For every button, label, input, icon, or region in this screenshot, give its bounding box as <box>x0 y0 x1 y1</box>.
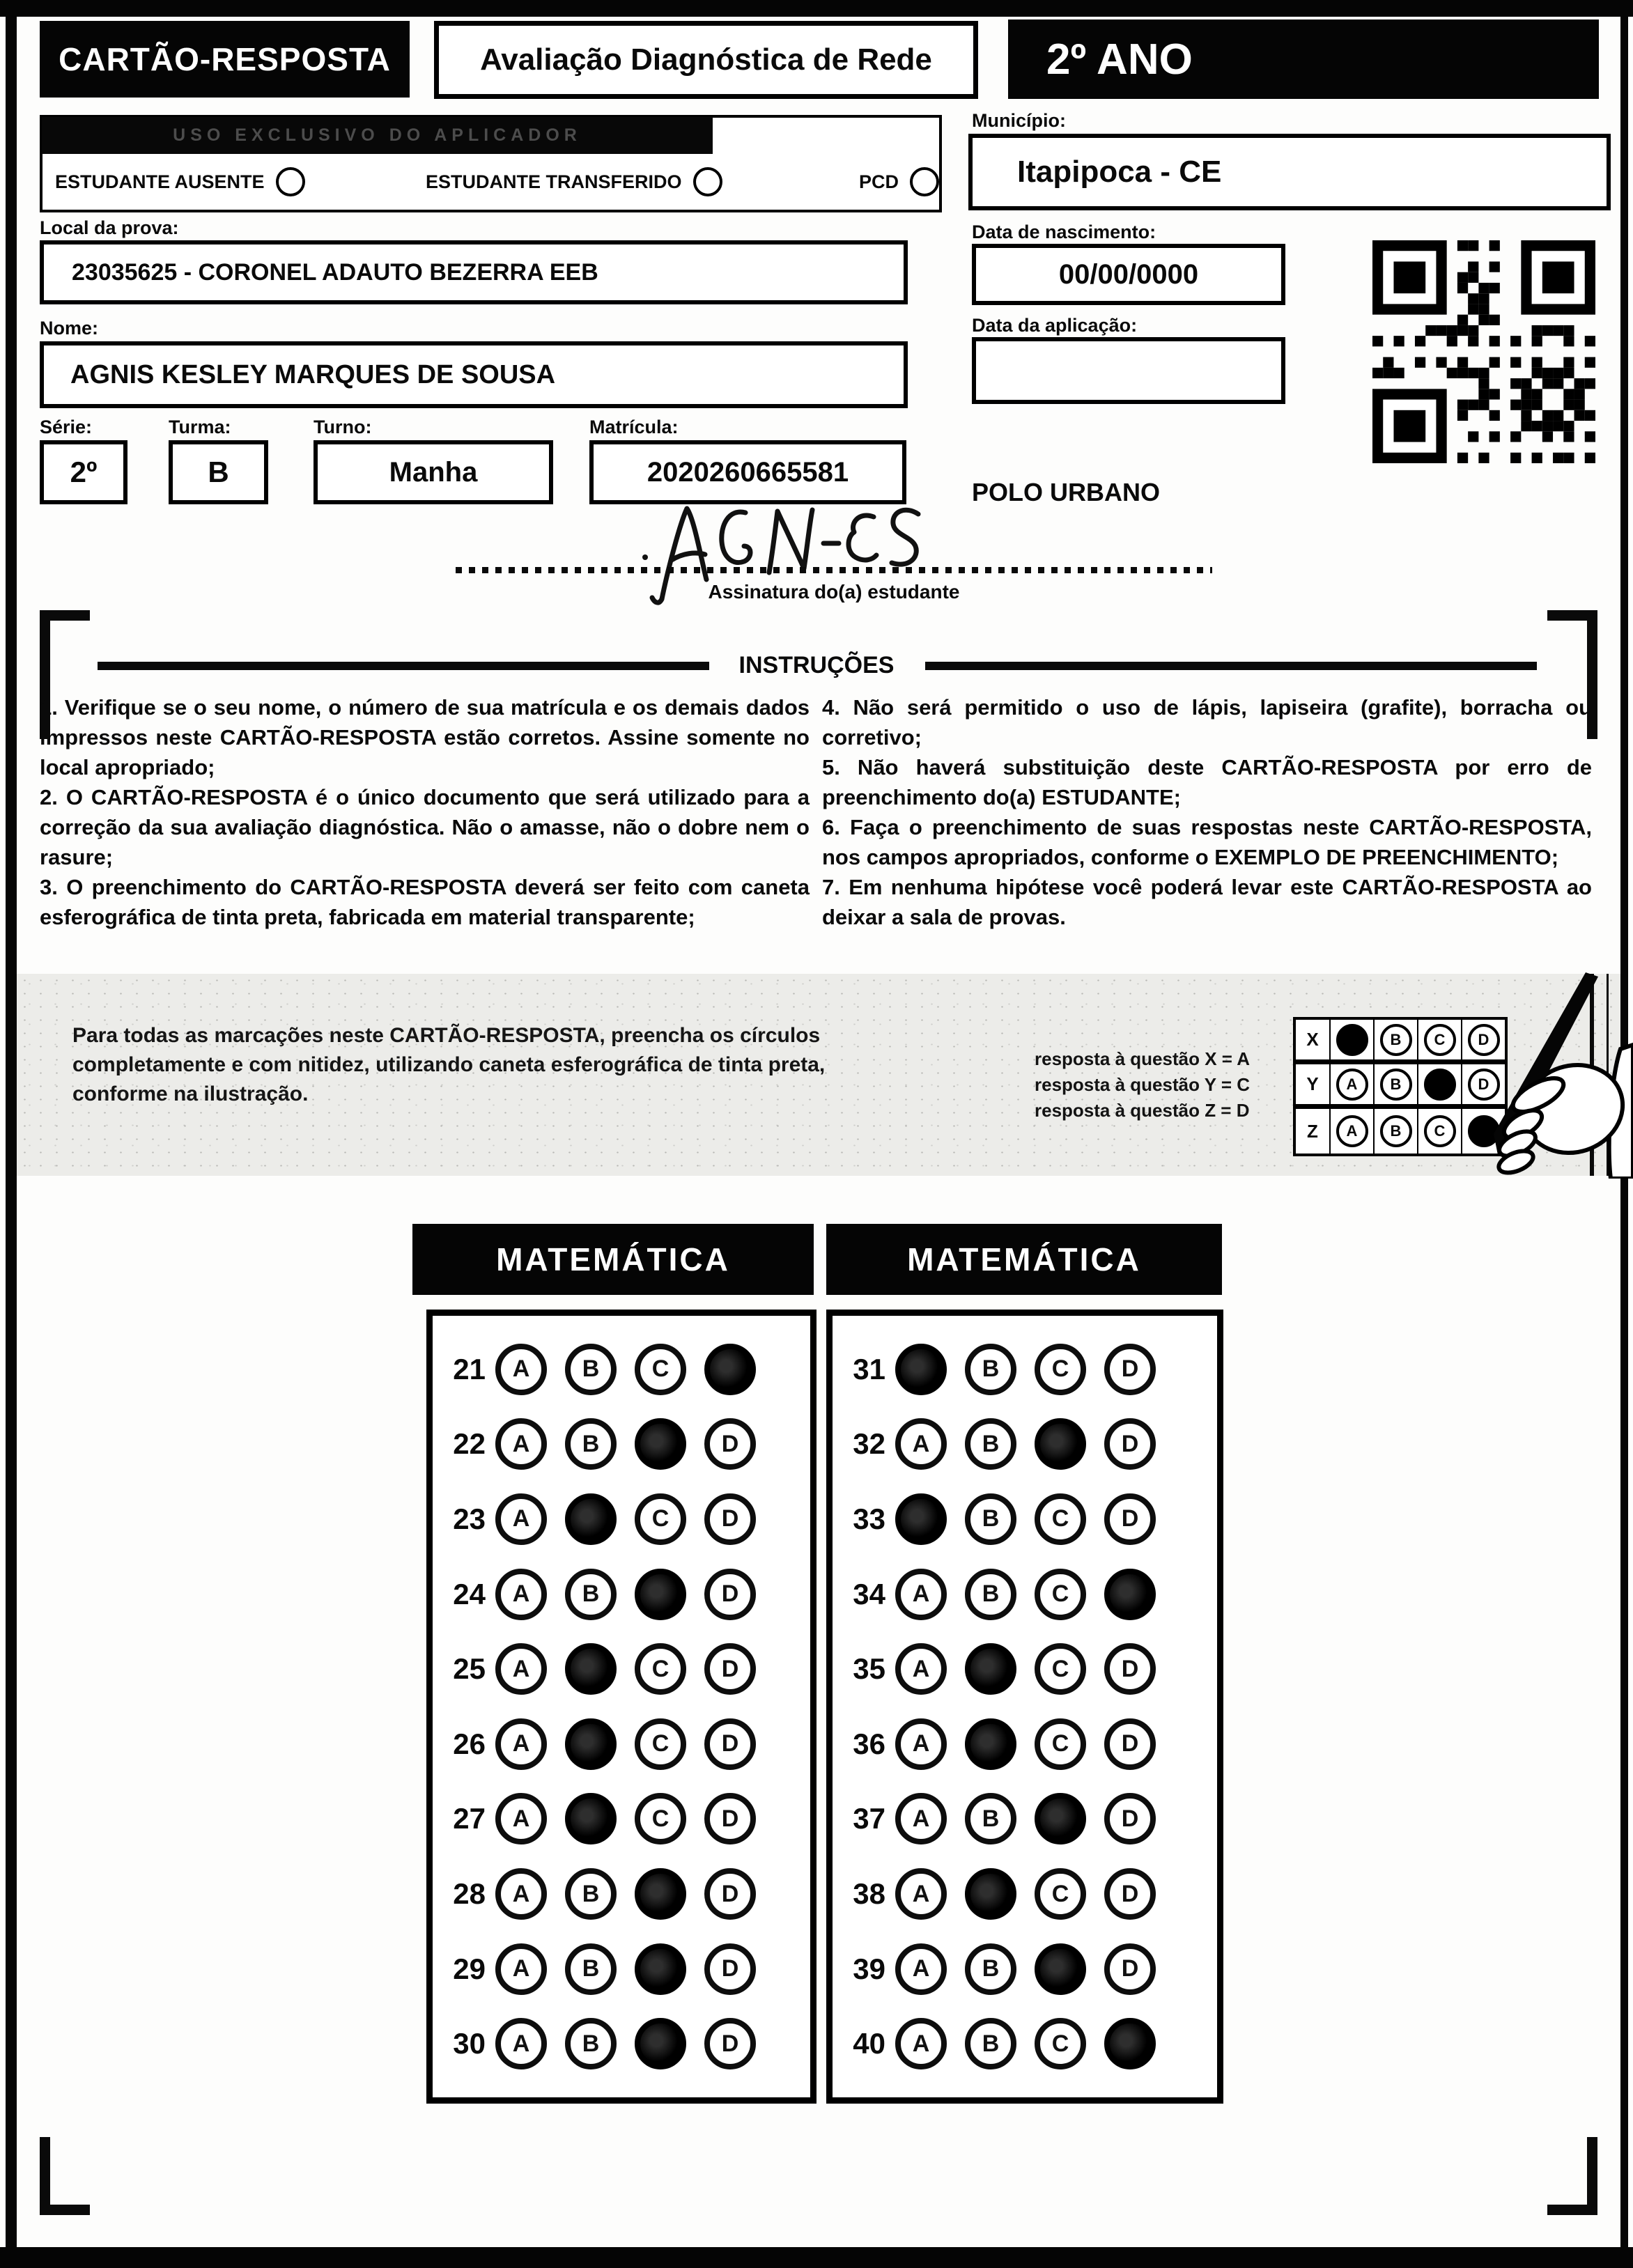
question-number: 31 <box>853 1352 885 1385</box>
answer-bubble-22-c[interactable] <box>635 1418 686 1470</box>
answer-bubble-36-a[interactable]: A <box>895 1718 947 1770</box>
answer-bubble-22-b[interactable]: B <box>565 1418 617 1470</box>
answer-bubble-34-d[interactable] <box>1104 1569 1156 1620</box>
page-bottom-border <box>0 2247 1633 2268</box>
answer-bubble-37-d[interactable]: D <box>1104 1793 1156 1844</box>
answer-row-29 <box>442 1943 810 1995</box>
example-row-label: X <box>1296 1020 1329 1064</box>
answer-bubble-29-b[interactable]: B <box>565 1943 617 1995</box>
answer-bubble-27-d[interactable]: D <box>704 1793 756 1844</box>
answer-bubble-26-a[interactable]: A <box>495 1718 547 1770</box>
signature-line <box>456 567 1212 573</box>
answer-bubble-31-c[interactable]: C <box>1035 1344 1086 1395</box>
local-label: Local da prova: <box>40 217 179 238</box>
question-number: 35 <box>853 1652 885 1686</box>
example-legend <box>1035 1046 1250 1124</box>
answer-grid-21-30 <box>426 1310 816 2104</box>
answer-row-36 <box>842 1718 1217 1770</box>
example-bubble-x-a[interactable] <box>1336 1024 1368 1056</box>
answer-row-22 <box>442 1418 810 1470</box>
answer-bubble-38-c[interactable]: C <box>1035 1868 1086 1920</box>
answer-bubble-37-a[interactable]: A <box>895 1793 947 1844</box>
question-number: 25 <box>453 1652 486 1686</box>
answer-bubble-30-c[interactable] <box>635 2018 686 2069</box>
applicator-bar-label: USO EXCLUSIVO DO APLICADOR <box>173 125 582 145</box>
instruction-item: 4. Não será permitido o uso de lápis, lapiseira (grafite), borracha ou corretivo; <box>822 695 1592 749</box>
grade-banner-text: 2º ANO <box>1046 35 1193 84</box>
card-title <box>40 21 410 98</box>
answer-bubble-23-d[interactable]: D <box>704 1493 756 1545</box>
example-bubble-z-c[interactable]: C <box>1424 1115 1456 1147</box>
subject-title: MATEMÁTICA <box>496 1241 730 1277</box>
page-top-border <box>0 0 1633 17</box>
answer-bubble-21-c[interactable]: C <box>635 1344 686 1395</box>
instructions-title: INSTRUÇÕES <box>738 652 895 678</box>
nascimento-field <box>972 244 1285 305</box>
answer-row-25 <box>442 1643 810 1695</box>
answer-bubble-35-a[interactable]: A <box>895 1643 947 1695</box>
option-label: ESTUDANTE AUSENTE <box>55 171 265 192</box>
example-bubble-z-a[interactable]: A <box>1336 1115 1368 1147</box>
answer-row-30 <box>442 2018 810 2069</box>
example-row-label: Y <box>1296 1064 1329 1109</box>
instruction-item: 1. Verifique se o seu nome, o número de sua matrícula e os demais dados impressos neste CARTÃO-RESPOSTA estão corretos. Assine somente no local apropriado; <box>40 695 810 779</box>
answer-row-38 <box>842 1868 1217 1920</box>
subject-header-matematica-1 <box>412 1224 814 1295</box>
matricula-label: Matrícula: <box>589 417 679 437</box>
answer-bubble-27-b[interactable] <box>565 1793 617 1844</box>
grade-banner <box>1008 20 1599 99</box>
answer-bubble-26-d[interactable]: D <box>704 1718 756 1770</box>
option-estudante-ausente <box>55 154 305 210</box>
answer-bubble-31-b[interactable]: B <box>965 1344 1016 1395</box>
answer-bubble-22-a[interactable]: A <box>495 1418 547 1470</box>
question-number: 29 <box>453 1952 486 1985</box>
aplicacao-field <box>972 337 1285 404</box>
nome-label: Nome: <box>40 318 99 339</box>
page-left-border <box>6 17 17 2247</box>
nome-field <box>40 341 908 408</box>
instruction-item: 3. O preenchimento do CARTÃO-RESPOSTA deverá ser feito com caneta esferográfica de tinta preta, fabricada em material transparente; <box>40 875 810 929</box>
answer-bubble-38-d[interactable]: D <box>1104 1868 1156 1920</box>
answer-row-40 <box>842 2018 1217 2069</box>
option-pcd <box>859 154 939 210</box>
bracket-bottom-left <box>40 2137 50 2215</box>
answer-bubble-39-b[interactable]: B <box>965 1943 1016 1995</box>
bracket-bottom-right <box>1587 2137 1597 2215</box>
answer-bubble-23-a[interactable]: A <box>495 1493 547 1545</box>
local-field <box>40 240 908 304</box>
answer-bubble-35-b[interactable] <box>965 1643 1016 1695</box>
answer-bubble-34-b[interactable]: B <box>965 1569 1016 1620</box>
serie-value: 2º <box>70 456 98 488</box>
answer-bubble-21-b[interactable]: B <box>565 1344 617 1395</box>
answer-bubble-25-b[interactable] <box>565 1643 617 1695</box>
answer-row-39 <box>842 1943 1217 1995</box>
instructions-right-column <box>822 692 1592 932</box>
answer-bubble-33-b[interactable]: B <box>965 1493 1016 1545</box>
example-bubble-cell <box>1373 1064 1417 1109</box>
pcd-circle[interactable] <box>910 167 939 196</box>
card-title-text: CARTÃO-RESPOSTA <box>59 41 391 77</box>
answer-bubble-30-a[interactable]: A <box>495 2018 547 2069</box>
question-number: 21 <box>453 1352 486 1385</box>
nascimento-label: Data de nascimento: <box>972 222 1156 242</box>
answer-bubble-36-d[interactable]: D <box>1104 1718 1156 1770</box>
applicator-options <box>42 154 939 210</box>
answer-bubble-28-c[interactable] <box>635 1868 686 1920</box>
question-number: 34 <box>853 1577 885 1610</box>
turma-value: B <box>208 456 229 488</box>
example-bubble-z-b[interactable]: B <box>1380 1115 1412 1147</box>
answer-bubble-39-a[interactable]: A <box>895 1943 947 1995</box>
example-bubble-x-c[interactable]: C <box>1424 1024 1456 1056</box>
answer-bubble-33-d[interactable]: D <box>1104 1493 1156 1545</box>
answer-bubble-24-a[interactable]: A <box>495 1569 547 1620</box>
polo-label: POLO URBANO <box>972 478 1160 506</box>
nascimento-value: 00/00/0000 <box>1058 258 1199 290</box>
answer-bubble-32-a[interactable]: A <box>895 1418 947 1470</box>
turma-field <box>169 440 268 504</box>
estudante-transferido-circle[interactable] <box>693 167 722 196</box>
example-legend-line: resposta à questão X = A <box>1035 1048 1250 1069</box>
example-bubble-cell <box>1329 1109 1373 1154</box>
answer-row-31 <box>842 1344 1217 1395</box>
matricula-value: 2020260665581 <box>647 456 849 488</box>
answer-bubble-40-c[interactable]: C <box>1035 2018 1086 2069</box>
answer-bubble-23-c[interactable]: C <box>635 1493 686 1545</box>
example-bubble-cell <box>1329 1020 1373 1064</box>
question-number: 36 <box>853 1727 885 1760</box>
instructions-rule-left <box>98 662 709 670</box>
answer-bubble-29-a[interactable]: A <box>495 1943 547 1995</box>
answer-bubble-30-b[interactable]: B <box>565 2018 617 2069</box>
answer-bubble-34-a[interactable]: A <box>895 1569 947 1620</box>
bracket-bottom-right <box>1547 2205 1597 2215</box>
instructions-rule-right <box>925 662 1537 670</box>
instruction-item: 5. Não haverá substituição deste CARTÃO-RESPOSTA por erro de preenchimento do(a) ESTUDANTE; <box>822 755 1592 809</box>
question-number: 28 <box>453 1877 486 1910</box>
serie-field <box>40 440 127 504</box>
example-legend-line: resposta à questão Z = D <box>1035 1100 1250 1121</box>
answer-bubble-40-b[interactable]: B <box>965 2018 1016 2069</box>
answer-row-35 <box>842 1643 1217 1695</box>
answer-bubble-33-c[interactable]: C <box>1035 1493 1086 1545</box>
applicator-section <box>40 115 942 212</box>
instructions-left-column <box>40 692 810 932</box>
answer-bubble-32-c[interactable] <box>1035 1418 1086 1470</box>
answer-bubble-21-d[interactable] <box>704 1344 756 1395</box>
answer-row-24 <box>442 1569 810 1620</box>
answer-bubble-37-c[interactable] <box>1035 1793 1086 1844</box>
answer-bubble-31-a[interactable] <box>895 1344 947 1395</box>
answer-bubble-25-c[interactable]: C <box>635 1643 686 1695</box>
subject-header-matematica-2 <box>826 1224 1222 1295</box>
answer-bubble-32-b[interactable]: B <box>965 1418 1016 1470</box>
answer-bubble-21-a[interactable]: A <box>495 1344 547 1395</box>
answer-bubble-26-c[interactable]: C <box>635 1718 686 1770</box>
applicator-bar <box>42 117 713 154</box>
turno-label: Turno: <box>314 417 372 437</box>
question-number: 40 <box>853 2027 885 2060</box>
example-bubble-y-b[interactable]: B <box>1380 1069 1412 1101</box>
answer-row-28 <box>442 1868 810 1920</box>
question-number: 38 <box>853 1877 885 1910</box>
question-number: 23 <box>453 1502 486 1535</box>
answer-bubble-29-d[interactable]: D <box>704 1943 756 1995</box>
answer-row-27 <box>442 1793 810 1844</box>
question-number: 26 <box>453 1727 486 1760</box>
option-estudante-transferido <box>426 154 722 210</box>
answer-bubble-37-b[interactable]: B <box>965 1793 1016 1844</box>
exam-name-text: Avaliação Diagnóstica de Rede <box>480 42 932 77</box>
serie-label: Série: <box>40 417 93 437</box>
question-number: 22 <box>453 1427 486 1461</box>
answer-bubble-26-b[interactable] <box>565 1718 617 1770</box>
example-bubble-y-a[interactable]: A <box>1336 1069 1368 1101</box>
answer-row-23 <box>442 1493 810 1545</box>
instruction-item: 7. Em nenhuma hipótese você poderá levar este CARTÃO-RESPOSTA ao deixar a sala de provas. <box>822 875 1592 929</box>
bracket-bottom-left <box>40 2205 90 2215</box>
answer-row-34 <box>842 1569 1217 1620</box>
turma-label: Turma: <box>169 417 231 437</box>
answer-bubble-39-d[interactable]: D <box>1104 1943 1156 1995</box>
answer-bubble-28-d[interactable]: D <box>704 1868 756 1920</box>
example-bubble-cell <box>1373 1109 1417 1154</box>
answer-bubble-36-c[interactable]: C <box>1035 1718 1086 1770</box>
answer-grid-31-40 <box>826 1310 1223 2104</box>
instruction-item: 6. Faça o preenchimento de suas respostas neste CARTÃO-RESPOSTA, nos campos apropriados, conforme o EXEMPLO DE PREENCHIMENTO; <box>822 815 1592 869</box>
signature-caption: Assinatura do(a) estudante <box>708 581 960 603</box>
subject-title: MATEMÁTICA <box>907 1241 1141 1277</box>
question-number: 32 <box>853 1427 885 1461</box>
example-bubble-cell <box>1329 1064 1373 1109</box>
answer-bubble-36-b[interactable] <box>965 1718 1016 1770</box>
answer-bubble-24-b[interactable]: B <box>565 1569 617 1620</box>
answer-bubble-35-c[interactable]: C <box>1035 1643 1086 1695</box>
municipio-field <box>968 134 1611 210</box>
answer-bubble-40-a[interactable]: A <box>895 2018 947 2069</box>
answer-bubble-27-c[interactable]: C <box>635 1793 686 1844</box>
bracket-top-right <box>1547 610 1597 621</box>
question-number: 39 <box>853 1952 885 1985</box>
example-bubble-y-d[interactable]: D <box>1468 1069 1500 1101</box>
answer-bubble-38-b[interactable] <box>965 1868 1016 1920</box>
answer-row-26 <box>442 1718 810 1770</box>
example-row-label: Z <box>1307 1120 1318 1142</box>
answer-bubble-38-a[interactable]: A <box>895 1868 947 1920</box>
answer-bubble-32-d[interactable]: D <box>1104 1418 1156 1470</box>
exam-name <box>434 21 978 99</box>
answer-bubble-24-d[interactable]: D <box>704 1569 756 1620</box>
answer-bubble-34-c[interactable]: C <box>1035 1569 1086 1620</box>
bracket-top-left <box>40 610 90 621</box>
answer-bubble-39-c[interactable] <box>1035 1943 1086 1995</box>
answer-row-37 <box>842 1793 1217 1844</box>
example-legend-line: resposta à questão Y = C <box>1035 1074 1251 1095</box>
turno-value: Manha <box>389 456 478 488</box>
example-bubble-cell <box>1373 1020 1417 1064</box>
municipio-value: Itapipoca - CE <box>1017 155 1222 189</box>
question-number: 24 <box>453 1577 486 1610</box>
answer-bubble-35-d[interactable]: D <box>1104 1643 1156 1695</box>
hand-pen-illustration <box>1449 972 1633 1179</box>
aplicacao-label: Data da aplicação: <box>972 315 1138 336</box>
answer-bubble-29-c[interactable] <box>635 1943 686 1995</box>
question-number: 27 <box>453 1802 486 1835</box>
example-bubble-x-b[interactable]: B <box>1380 1024 1412 1056</box>
answer-bubble-31-d[interactable]: D <box>1104 1344 1156 1395</box>
example-text: Para todas as marcações neste CARTÃO-RESPOSTA, preencha os círculos completamente e com nitidez, utilizando caneta esferográfica de tinta preta, conforme na ilustração. <box>72 1024 826 1105</box>
municipio-label: Município: <box>972 110 1066 131</box>
local-value: 23035625 - CORONEL ADAUTO BEZERRA EEB <box>72 258 598 286</box>
answer-bubble-24-c[interactable] <box>635 1569 686 1620</box>
option-label: PCD <box>859 171 899 192</box>
option-label: ESTUDANTE TRANSFERIDO <box>426 171 682 192</box>
estudante-ausente-circle[interactable] <box>276 167 305 196</box>
answer-bubble-40-d[interactable] <box>1104 2018 1156 2069</box>
answer-bubble-28-a[interactable]: A <box>495 1868 547 1920</box>
example-bubble-x-d[interactable]: D <box>1468 1024 1500 1056</box>
answer-bubble-25-a[interactable]: A <box>495 1643 547 1695</box>
nome-value: AGNIS KESLEY MARQUES DE SOUSA <box>70 359 556 389</box>
answer-bubble-22-d[interactable]: D <box>704 1418 756 1470</box>
instruction-item: 2. O CARTÃO-RESPOSTA é o único documento que será utilizado para a correção da sua avaliação diagnóstica. Não o amasse, não o dobre nem o rasure; <box>40 785 810 869</box>
answer-row-21 <box>442 1344 810 1395</box>
question-number: 30 <box>453 2027 486 2060</box>
question-number: 37 <box>853 1802 885 1835</box>
answer-bubble-25-d[interactable]: D <box>704 1643 756 1695</box>
turno-field <box>314 440 553 504</box>
answer-row-33 <box>842 1493 1217 1545</box>
answer-bubble-28-b[interactable]: B <box>565 1868 617 1920</box>
answer-row-32 <box>842 1418 1217 1470</box>
answer-bubble-33-a[interactable] <box>895 1493 947 1545</box>
question-number: 33 <box>853 1502 885 1535</box>
answer-bubble-27-a[interactable]: A <box>495 1793 547 1844</box>
answer-bubble-30-d[interactable]: D <box>704 2018 756 2069</box>
answer-bubble-23-b[interactable] <box>565 1493 617 1545</box>
qr-code <box>1372 240 1595 463</box>
